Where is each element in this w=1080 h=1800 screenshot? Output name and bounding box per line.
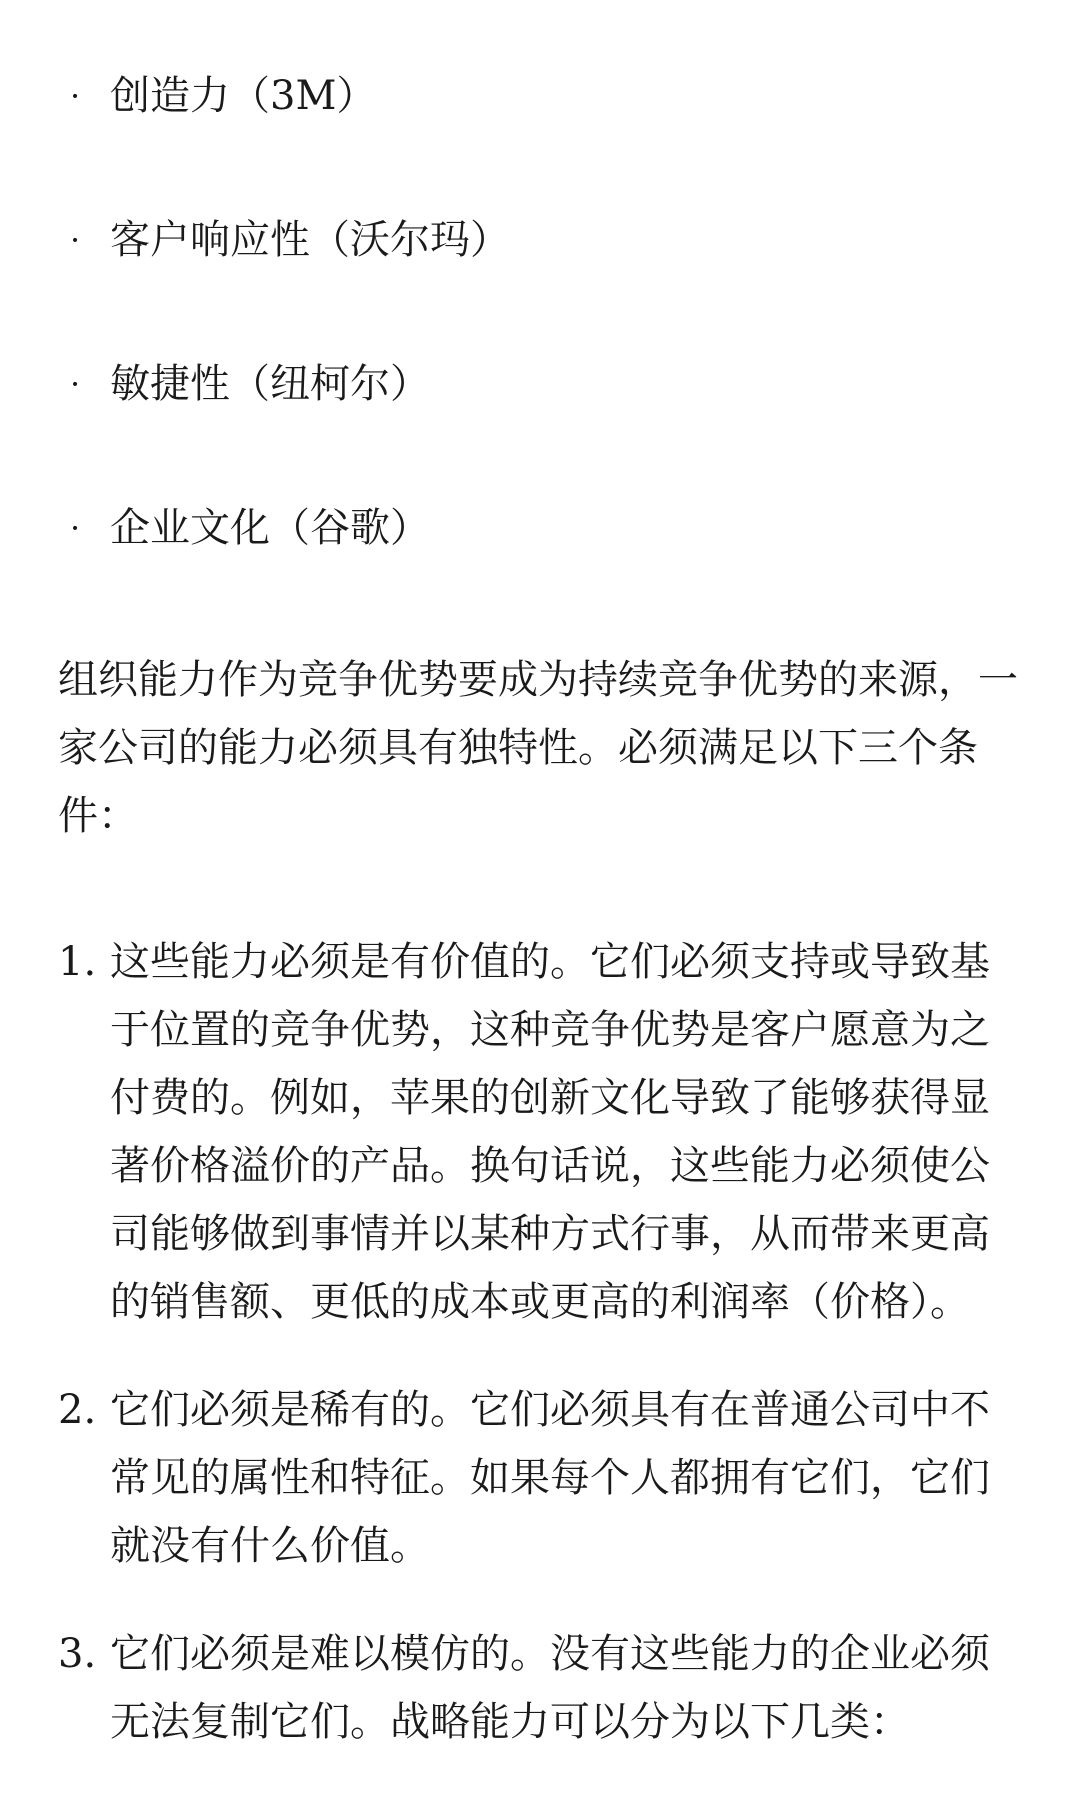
bullet-marker: · xyxy=(70,365,81,403)
bullet-text: 创造力（3M） xyxy=(110,73,377,119)
bullet-text: 客户响应性（沃尔玛） xyxy=(110,217,510,263)
list-number: 3. xyxy=(58,1631,97,1677)
list-number: 1. xyxy=(58,939,97,985)
bullet-marker: · xyxy=(70,221,81,259)
list-item-text: 它们必须是难以模仿的。没有这些能力的企业必须无法复制它们。战略能力可以分为以下几类： xyxy=(110,1631,990,1745)
list-item-text: 它们必须是稀有的。它们必须具有在普通公司中不常见的属性和特征。如果每个人都拥有它们，它们就没有什么价值。 xyxy=(110,1387,990,1569)
bullet-text: 敏捷性（纽柯尔） xyxy=(110,361,430,407)
list-item-text: 这些能力必须是有价值的。它们必须支持或导致基于位置的竞争优势，这种竞争优势是客户愿意为之付费的。例如，苹果的创新文化导致了能够获得显著价格溢价的产品。换句话说，这些能力必须使公司能够做到事情并以某种方式行事，从而带来更高的销售额、更低的成本或更高的利润率（价格）。 xyxy=(110,939,990,1325)
bullet-marker: · xyxy=(70,77,81,115)
bullet-item-creativity xyxy=(70,66,376,126)
list-number: 2. xyxy=(58,1387,97,1433)
bullet-item-corporate-culture xyxy=(70,498,430,558)
numbered-item-valuable xyxy=(58,928,1018,1336)
body-paragraph: 组织能力作为竞争优势要成为持续竞争优势的来源，一家公司的能力必须具有独特性。必须满足以下三个条件： xyxy=(58,657,1018,839)
numbered-item-inimitable xyxy=(58,1620,1018,1756)
numbered-item-rare xyxy=(58,1376,1018,1580)
bullet-item-customer-responsiveness xyxy=(70,210,510,270)
bullet-text: 企业文化（谷歌） xyxy=(110,505,430,551)
bullet-marker: · xyxy=(70,509,81,547)
bullet-item-agility xyxy=(70,354,430,414)
